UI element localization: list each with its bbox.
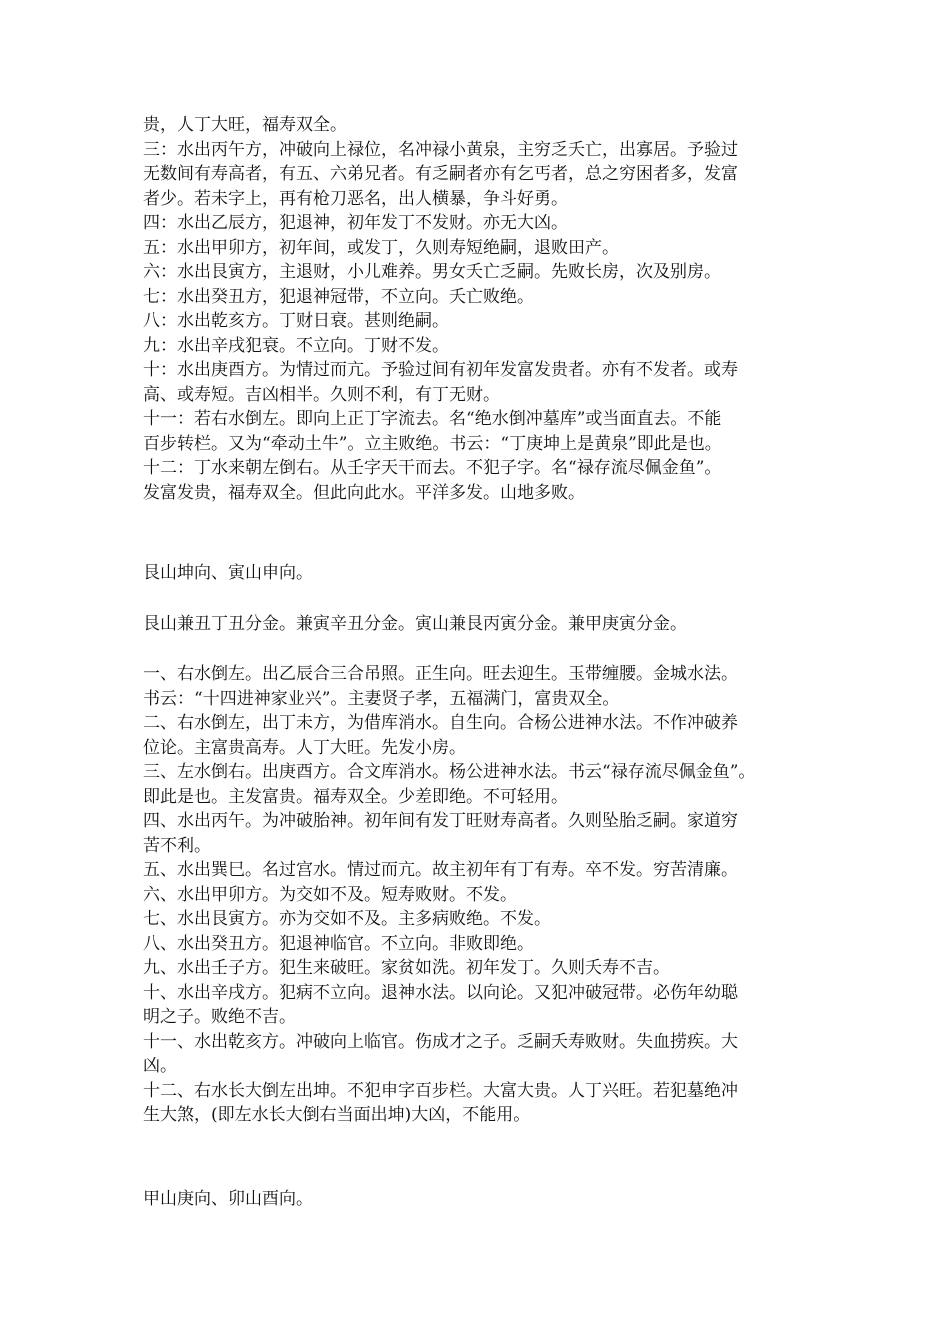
text-line: 九、水出壬子方。犯生来破旺。家贫如洗。初年发丁。久则夭寿不吉。 [143, 958, 670, 978]
text-line: 八、水出癸丑方。犯退神临官。不立向。非败即绝。 [143, 933, 534, 954]
text-line: 十二：丁水来朝左倒右。从壬字天干而去。不犯子字。名“禄存流尽佩金鱼”。 [143, 458, 722, 478]
section-heading-text: 甲山庚向、卯山酉向。 [143, 1189, 313, 1209]
text-line: 贵，人丁大旺，福寿双全。 [143, 115, 347, 135]
text-line: 十、水出辛戌方。犯病不立向。退神水法。以向论。又犯冲破冠带。必伤年幼聪 [143, 982, 738, 1003]
text-line: 位论。主富贵高寿。人丁大旺。先发小房。 [143, 737, 466, 758]
section-subheading-text: 艮山兼丑丁丑分金。兼寅辛丑分金。寅山兼艮丙寅分金。兼甲庚寅分金。 [143, 614, 687, 634]
section-heading [143, 1187, 823, 1212]
text-line: 书云：“十四进神家业兴”。主妻贤子孝，五福满门，富贵双全。 [143, 688, 620, 709]
text-line: 无数间有寿高者，有五、六弟兄者。有乏嗣者亦有乞丐者，总之穷困者多，发富 [143, 164, 738, 184]
text-line: 四、水出丙午。为冲破胎神。初年间有发丁旺财寿高者。久则坠胎乏嗣。家道穷 [143, 811, 738, 831]
text-line: 一、右水倒左。出乙辰合三合吊照。正生向。旺去迎生。玉带缠腰。金城水法。 [143, 664, 738, 684]
text-line: 三、左水倒右。出庚酉方。合文库消水。杨公进神水法。书云“禄存流尽佩金鱼”。 [143, 762, 756, 782]
text-line: 九：水出辛戌犯衰。不立向。丁财不发。 [143, 335, 449, 356]
section-heading-text: 艮山坤向、寅山申向。 [143, 563, 313, 583]
text-line: 五：水出甲卯方，初年间，或发丁，久则寿短绝嗣，退败田产。 [143, 237, 619, 258]
text-line: 六、水出甲卯方。为交如不及。短寿败财。不发。 [143, 884, 517, 905]
text-line: 者少。若未字上，再有枪刀恶名，出人横暴，争斗好勇。 [143, 188, 568, 209]
text-line: 高、或寿短。吉凶相半。久则不利，有丁无财。 [143, 384, 500, 405]
text-line: 即此是也。主发富贵。福寿双全。少差即绝。不可轻用。 [143, 786, 568, 807]
text-line: 凶。 [143, 1056, 177, 1076]
section-heading [143, 561, 823, 586]
text-line: 发富发贵，福寿双全。但此向此水。平洋多发。山地多败。 [143, 482, 585, 503]
text-line: 明之子。败绝不吉。 [143, 1007, 296, 1027]
text-line: 十一、水出乾亥方。冲破向上临官。伤成才之子。乏嗣夭寿败财。失血捞疾。大 [143, 1031, 738, 1052]
text-line: 苦不利。 [143, 835, 211, 856]
text-line: 七：水出癸丑方，犯退神冠带，不立向。夭亡败绝。 [143, 286, 534, 307]
text-line: 十一：若右水倒左。即向上正丁字流去。名“绝水倒冲墓库”或当面直去。不能 [143, 409, 722, 429]
text-line: 五、水出巽巳。名过宫水。情过而亢。故主初年有丁有寿。卒不发。穷苦清廉。 [143, 860, 738, 880]
section-subheading [143, 612, 823, 637]
text-line: 十：水出庚酉方。为情过而亢。予验过间有初年发富发贵者。亦有不发者。或寿 [143, 360, 738, 380]
paragraph-block-continued [143, 113, 823, 505]
text-line: 生大煞，(即左水长大倒右当面出坤)大凶，不能用。 [143, 1105, 531, 1125]
text-line: 二、右水倒左，出丁未方，为借库消水。自生向。合杨公进神水法。不作冲破养 [143, 713, 738, 733]
text-line: 六：水出艮寅方，主退财，小儿难养。男女夭亡乏嗣。先败长房，次及别房。 [143, 262, 721, 282]
text-line: 四：水出乙辰方，犯退神，初年发丁不发财。亦无大凶。 [143, 213, 568, 233]
text-line: 八：水出乾亥方。丁财日衰。甚则绝嗣。 [143, 311, 449, 331]
text-line: 三：水出丙午方，冲破向上禄位，名冲禄小黄泉，主穷乏夭亡，出寡居。予验过 [143, 139, 738, 160]
text-line: 十二、右水长大倒左出坤。不犯申字百步栏。大富大贵。人丁兴旺。若犯墓绝冲 [143, 1080, 738, 1101]
text-line: 百步转栏。又为“牵动土牛”。立主败绝。书云：“丁庚坤上是黄泉”即此是也。 [143, 433, 722, 454]
text-line: 七、水出艮寅方。亦为交如不及。主多病败绝。不发。 [143, 909, 551, 929]
paragraph-block-items [143, 662, 823, 1128]
